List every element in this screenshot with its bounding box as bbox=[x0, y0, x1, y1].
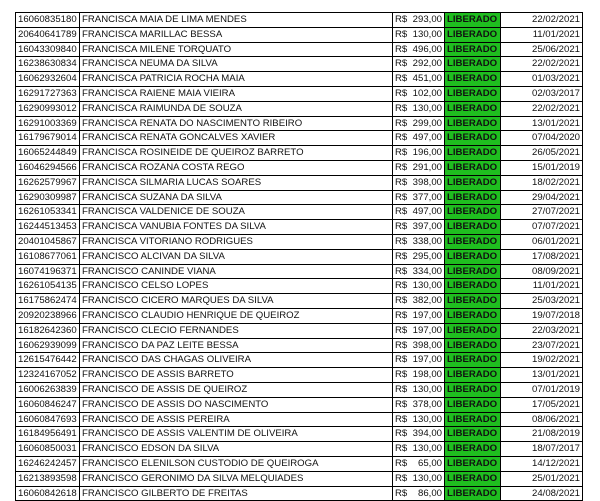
table-row bbox=[16, 234, 583, 249]
date-cell: 17/08/2021 bbox=[501, 249, 583, 264]
name-cell: FRANCISCA SUZANA DA SILVA bbox=[80, 190, 393, 205]
status-cell: LIBERADO bbox=[445, 160, 501, 175]
value-cell bbox=[393, 264, 445, 279]
id-cell: 16246242457 bbox=[16, 456, 80, 471]
currency-symbol: R$ bbox=[395, 398, 408, 410]
status-cell: LIBERADO bbox=[445, 220, 501, 235]
currency-symbol: R$ bbox=[395, 206, 408, 218]
table-row bbox=[16, 190, 583, 205]
status-cell: LIBERADO bbox=[445, 264, 501, 279]
name-cell: FRANCISCA VITORIANO RODRIGUES bbox=[80, 234, 393, 249]
currency-symbol: R$ bbox=[395, 191, 408, 203]
id-cell: 16291003369 bbox=[16, 116, 80, 131]
value-cell bbox=[393, 471, 445, 486]
date-cell: 13/01/2021 bbox=[501, 116, 583, 131]
status-cell: LIBERADO bbox=[445, 175, 501, 190]
name-cell: FRANCISCO DAS CHAGAS OLIVEIRA bbox=[80, 353, 393, 368]
currency-symbol: R$ bbox=[395, 383, 408, 395]
value-cell bbox=[393, 205, 445, 220]
id-cell: 12324167052 bbox=[16, 368, 80, 383]
date-cell: 25/01/2021 bbox=[501, 471, 583, 486]
value-amount: 130,00 bbox=[412, 102, 442, 114]
date-cell: 24/08/2021 bbox=[501, 486, 583, 501]
status-cell: LIBERADO bbox=[445, 205, 501, 220]
value-amount: 451,00 bbox=[412, 73, 442, 85]
value-amount: 130,00 bbox=[412, 280, 442, 292]
name-cell: FRANCISCO GERONIMO DA SILVA MELQUIADES bbox=[80, 471, 393, 486]
date-cell: 17/05/2021 bbox=[501, 397, 583, 412]
name-cell: FRANCISCO ALCIVAN DA SILVA bbox=[80, 249, 393, 264]
table-row bbox=[16, 279, 583, 294]
value-cell bbox=[393, 190, 445, 205]
value-amount: 291,00 bbox=[412, 161, 442, 173]
currency-symbol: R$ bbox=[395, 472, 408, 484]
date-cell: 11/01/2021 bbox=[501, 279, 583, 294]
id-cell: 12615476442 bbox=[16, 353, 80, 368]
id-cell: 16182642360 bbox=[16, 323, 80, 338]
status-cell: LIBERADO bbox=[445, 116, 501, 131]
value-cell bbox=[393, 13, 445, 28]
status-cell: LIBERADO bbox=[445, 486, 501, 501]
id-cell: 16108677061 bbox=[16, 249, 80, 264]
value-amount: 86,00 bbox=[417, 487, 442, 499]
table-row bbox=[16, 57, 583, 72]
value-cell bbox=[393, 160, 445, 175]
id-cell: 16060835180 bbox=[16, 13, 80, 28]
value-amount: 497,00 bbox=[412, 206, 442, 218]
status-cell: LIBERADO bbox=[445, 249, 501, 264]
value-amount: 197,00 bbox=[412, 354, 442, 366]
value-cell bbox=[393, 27, 445, 42]
id-cell: 16290993012 bbox=[16, 101, 80, 116]
value-amount: 378,00 bbox=[412, 398, 442, 410]
currency-symbol: R$ bbox=[395, 73, 408, 85]
value-amount: 397,00 bbox=[412, 221, 442, 233]
name-cell: FRANCISCO DE ASSIS BARRETO bbox=[80, 368, 393, 383]
value-cell bbox=[393, 234, 445, 249]
currency-symbol: R$ bbox=[395, 339, 408, 351]
value-amount: 382,00 bbox=[412, 295, 442, 307]
value-cell bbox=[393, 86, 445, 101]
date-cell: 29/04/2021 bbox=[501, 190, 583, 205]
date-cell: 01/03/2021 bbox=[501, 72, 583, 87]
date-cell: 26/05/2021 bbox=[501, 146, 583, 161]
name-cell: FRANCISCA RENATA GONCALVES XAVIER bbox=[80, 131, 393, 146]
value-amount: 394,00 bbox=[412, 428, 442, 440]
currency-symbol: R$ bbox=[395, 443, 408, 455]
id-cell: 16290309987 bbox=[16, 190, 80, 205]
value-cell bbox=[393, 382, 445, 397]
status-cell: LIBERADO bbox=[445, 471, 501, 486]
value-amount: 130,00 bbox=[412, 28, 442, 40]
name-cell: FRANCISCA MILENE TORQUATO bbox=[80, 42, 393, 57]
id-cell: 16065244849 bbox=[16, 146, 80, 161]
id-cell: 16043309840 bbox=[16, 42, 80, 57]
value-amount: 130,00 bbox=[412, 472, 442, 484]
name-cell: FRANCISCO CLECIO FERNANDES bbox=[80, 323, 393, 338]
date-cell: 06/01/2021 bbox=[501, 234, 583, 249]
status-cell: LIBERADO bbox=[445, 294, 501, 309]
date-cell: 07/04/2020 bbox=[501, 131, 583, 146]
table-row bbox=[16, 101, 583, 116]
date-cell: 07/01/2019 bbox=[501, 382, 583, 397]
table-row bbox=[16, 412, 583, 427]
currency-symbol: R$ bbox=[395, 132, 408, 144]
table-row bbox=[16, 471, 583, 486]
id-cell: 16175862474 bbox=[16, 294, 80, 309]
currency-symbol: R$ bbox=[395, 250, 408, 262]
value-amount: 65,00 bbox=[417, 457, 442, 469]
table-row bbox=[16, 456, 583, 471]
date-cell: 11/01/2021 bbox=[501, 27, 583, 42]
id-cell: 16184956491 bbox=[16, 427, 80, 442]
date-cell: 22/03/2021 bbox=[501, 323, 583, 338]
name-cell: FRANCISCA MAIA DE LIMA MENDES bbox=[80, 13, 393, 28]
table-row bbox=[16, 27, 583, 42]
table-row bbox=[16, 131, 583, 146]
table-row bbox=[16, 486, 583, 501]
table-row bbox=[16, 249, 583, 264]
name-cell: FRANCISCA NEUMA DA SILVA bbox=[80, 57, 393, 72]
table-row bbox=[16, 368, 583, 383]
id-cell: 16074196371 bbox=[16, 264, 80, 279]
currency-symbol: R$ bbox=[395, 14, 408, 25]
value-cell bbox=[393, 397, 445, 412]
value-cell bbox=[393, 427, 445, 442]
id-cell: 16244513453 bbox=[16, 220, 80, 235]
table-body bbox=[16, 13, 583, 501]
currency-symbol: R$ bbox=[395, 369, 408, 381]
value-cell bbox=[393, 456, 445, 471]
currency-symbol: R$ bbox=[395, 413, 408, 425]
name-cell: FRANCISCA RAIENE MAIA VIEIRA bbox=[80, 86, 393, 101]
table-row bbox=[16, 353, 583, 368]
status-cell: LIBERADO bbox=[445, 101, 501, 116]
name-cell: FRANCISCA PATRICIA ROCHA MAIA bbox=[80, 72, 393, 87]
name-cell: FRANCISCA VALDENICE DE SOUZA bbox=[80, 205, 393, 220]
currency-symbol: R$ bbox=[395, 58, 408, 70]
table-row bbox=[16, 264, 583, 279]
table-row bbox=[16, 338, 583, 353]
currency-symbol: R$ bbox=[395, 309, 408, 321]
value-cell bbox=[393, 338, 445, 353]
value-cell bbox=[393, 486, 445, 501]
status-cell: LIBERADO bbox=[445, 131, 501, 146]
date-cell: 23/07/2021 bbox=[501, 338, 583, 353]
status-cell: LIBERADO bbox=[445, 382, 501, 397]
status-cell: LIBERADO bbox=[445, 190, 501, 205]
name-cell: FRANCISCA RAIMUNDA DE SOUZA bbox=[80, 101, 393, 116]
id-cell: 16261054135 bbox=[16, 279, 80, 294]
date-cell: 18/02/2021 bbox=[501, 175, 583, 190]
currency-symbol: R$ bbox=[395, 235, 408, 247]
id-cell: 16060847693 bbox=[16, 412, 80, 427]
id-cell: 16261053341 bbox=[16, 205, 80, 220]
table-row bbox=[16, 205, 583, 220]
date-cell: 18/07/2017 bbox=[501, 442, 583, 457]
status-cell: LIBERADO bbox=[445, 353, 501, 368]
value-cell bbox=[393, 442, 445, 457]
date-cell: 25/03/2021 bbox=[501, 294, 583, 309]
id-cell: 16046294566 bbox=[16, 160, 80, 175]
table-row bbox=[16, 323, 583, 338]
table-row bbox=[16, 382, 583, 397]
id-cell: 16062939099 bbox=[16, 338, 80, 353]
value-amount: 398,00 bbox=[412, 176, 442, 188]
date-cell: 19/07/2018 bbox=[501, 308, 583, 323]
table-row bbox=[16, 427, 583, 442]
id-cell: 16213893598 bbox=[16, 471, 80, 486]
date-cell: 14/12/2021 bbox=[501, 456, 583, 471]
date-cell: 13/01/2021 bbox=[501, 368, 583, 383]
name-cell: FRANCISCA ROZANA COSTA REGO bbox=[80, 160, 393, 175]
date-cell: 22/02/2021 bbox=[501, 13, 583, 28]
value-amount: 196,00 bbox=[412, 147, 442, 159]
status-cell: LIBERADO bbox=[445, 338, 501, 353]
value-amount: 338,00 bbox=[412, 235, 442, 247]
table-row bbox=[16, 13, 583, 28]
id-cell: 16006263839 bbox=[16, 382, 80, 397]
status-cell: LIBERADO bbox=[445, 13, 501, 28]
value-amount: 130,00 bbox=[412, 413, 442, 425]
id-cell: 16291727363 bbox=[16, 86, 80, 101]
status-cell: LIBERADO bbox=[445, 146, 501, 161]
date-cell: 22/02/2021 bbox=[501, 57, 583, 72]
status-cell: LIBERADO bbox=[445, 308, 501, 323]
name-cell: FRANCISCO DE ASSIS DO NASCIMENTO bbox=[80, 397, 393, 412]
id-cell: 16060850031 bbox=[16, 442, 80, 457]
currency-symbol: R$ bbox=[395, 280, 408, 292]
status-cell: LIBERADO bbox=[445, 442, 501, 457]
currency-symbol: R$ bbox=[395, 28, 408, 40]
value-amount: 497,00 bbox=[412, 132, 442, 144]
value-amount: 293,00 bbox=[412, 14, 442, 25]
value-amount: 398,00 bbox=[412, 339, 442, 351]
id-cell: 20920238966 bbox=[16, 308, 80, 323]
value-cell bbox=[393, 308, 445, 323]
name-cell: FRANCISCA ROSINEIDE DE QUEIROZ BARRETO bbox=[80, 146, 393, 161]
date-cell: 19/02/2021 bbox=[501, 353, 583, 368]
value-cell bbox=[393, 294, 445, 309]
table-row bbox=[16, 294, 583, 309]
name-cell: FRANCISCO DE ASSIS DE QUEIROZ bbox=[80, 382, 393, 397]
date-cell: 25/06/2021 bbox=[501, 42, 583, 57]
id-cell: 16238630834 bbox=[16, 57, 80, 72]
table-row bbox=[16, 116, 583, 131]
name-cell: FRANCISCA MARILLAC BESSA bbox=[80, 27, 393, 42]
name-cell: FRANCISCO CICERO MARQUES DA SILVA bbox=[80, 294, 393, 309]
table-row bbox=[16, 442, 583, 457]
id-cell: 16060842618 bbox=[16, 486, 80, 501]
currency-symbol: R$ bbox=[395, 43, 408, 55]
status-cell: LIBERADO bbox=[445, 234, 501, 249]
value-amount: 198,00 bbox=[412, 369, 442, 381]
value-cell bbox=[393, 249, 445, 264]
value-cell bbox=[393, 72, 445, 87]
value-cell bbox=[393, 279, 445, 294]
table-row bbox=[16, 72, 583, 87]
value-cell bbox=[393, 175, 445, 190]
id-cell: 20401045867 bbox=[16, 234, 80, 249]
name-cell: FRANCISCA VANUBIA FONTES DA SILVA bbox=[80, 220, 393, 235]
status-cell: LIBERADO bbox=[445, 279, 501, 294]
status-cell: LIBERADO bbox=[445, 27, 501, 42]
value-amount: 299,00 bbox=[412, 117, 442, 129]
table-row bbox=[16, 308, 583, 323]
currency-symbol: R$ bbox=[395, 428, 408, 440]
table-row bbox=[16, 86, 583, 101]
status-cell: LIBERADO bbox=[445, 427, 501, 442]
currency-symbol: R$ bbox=[395, 87, 408, 99]
date-cell: 08/06/2021 bbox=[501, 412, 583, 427]
status-cell: LIBERADO bbox=[445, 72, 501, 87]
id-cell: 16179679014 bbox=[16, 131, 80, 146]
date-cell: 27/07/2021 bbox=[501, 205, 583, 220]
name-cell: FRANCISCO EDSON DA SILVA bbox=[80, 442, 393, 457]
name-cell: FRANCISCA SILMARIA LUCAS SOARES bbox=[80, 175, 393, 190]
status-cell: LIBERADO bbox=[445, 323, 501, 338]
value-cell bbox=[393, 353, 445, 368]
currency-symbol: R$ bbox=[395, 117, 408, 129]
table-row bbox=[16, 397, 583, 412]
status-cell: LIBERADO bbox=[445, 86, 501, 101]
date-cell: 22/02/2021 bbox=[501, 101, 583, 116]
value-amount: 102,00 bbox=[412, 87, 442, 99]
currency-symbol: R$ bbox=[395, 324, 408, 336]
currency-symbol: R$ bbox=[395, 221, 408, 233]
value-cell bbox=[393, 101, 445, 116]
name-cell: FRANCISCA RENATA DO NASCIMENTO RIBEIRO bbox=[80, 116, 393, 131]
value-cell bbox=[393, 368, 445, 383]
value-amount: 334,00 bbox=[412, 265, 442, 277]
value-cell bbox=[393, 412, 445, 427]
currency-symbol: R$ bbox=[395, 265, 408, 277]
date-cell: 08/09/2021 bbox=[501, 264, 583, 279]
id-cell: 20640641789 bbox=[16, 27, 80, 42]
currency-symbol: R$ bbox=[395, 161, 408, 173]
value-amount: 197,00 bbox=[412, 324, 442, 336]
status-cell: LIBERADO bbox=[445, 456, 501, 471]
value-cell bbox=[393, 131, 445, 146]
currency-symbol: R$ bbox=[395, 176, 408, 188]
table-row bbox=[16, 220, 583, 235]
currency-symbol: R$ bbox=[395, 354, 408, 366]
table-row bbox=[16, 146, 583, 161]
table-row bbox=[16, 175, 583, 190]
currency-symbol: R$ bbox=[395, 102, 408, 114]
table-row bbox=[16, 160, 583, 175]
value-amount: 496,00 bbox=[412, 43, 442, 55]
name-cell: FRANCISCO DE ASSIS PEREIRA bbox=[80, 412, 393, 427]
name-cell: FRANCISCO DE ASSIS VALENTIM DE OLIVEIRA bbox=[80, 427, 393, 442]
date-cell: 07/07/2021 bbox=[501, 220, 583, 235]
value-amount: 295,00 bbox=[412, 250, 442, 262]
name-cell: FRANCISCO CANINDE VIANA bbox=[80, 264, 393, 279]
date-cell: 21/08/2019 bbox=[501, 427, 583, 442]
value-cell bbox=[393, 42, 445, 57]
status-cell: LIBERADO bbox=[445, 368, 501, 383]
value-cell bbox=[393, 116, 445, 131]
status-cell: LIBERADO bbox=[445, 57, 501, 72]
currency-symbol: R$ bbox=[395, 295, 408, 307]
value-amount: 377,00 bbox=[412, 191, 442, 203]
currency-symbol: R$ bbox=[395, 147, 408, 159]
currency-symbol: R$ bbox=[395, 457, 408, 469]
value-amount: 292,00 bbox=[412, 58, 442, 70]
name-cell: FRANCISCO ELENILSON CUSTODIO DE QUEIROGA bbox=[80, 456, 393, 471]
value-cell bbox=[393, 57, 445, 72]
status-cell: LIBERADO bbox=[445, 412, 501, 427]
id-cell: 16262579967 bbox=[16, 175, 80, 190]
beneficiary-table bbox=[15, 12, 583, 501]
value-cell bbox=[393, 323, 445, 338]
name-cell: FRANCISCO DA PAZ LEITE BESSA bbox=[80, 338, 393, 353]
value-cell bbox=[393, 146, 445, 161]
currency-symbol: R$ bbox=[395, 487, 408, 499]
value-cell bbox=[393, 220, 445, 235]
value-amount: 197,00 bbox=[412, 309, 442, 321]
value-amount: 130,00 bbox=[412, 443, 442, 455]
id-cell: 16060846247 bbox=[16, 397, 80, 412]
status-cell: LIBERADO bbox=[445, 397, 501, 412]
date-cell: 02/03/2017 bbox=[501, 86, 583, 101]
status-cell: LIBERADO bbox=[445, 42, 501, 57]
date-cell: 15/01/2019 bbox=[501, 160, 583, 175]
value-amount: 130,00 bbox=[412, 383, 442, 395]
name-cell: FRANCISCO CLAUDIO HENRIQUE DE QUEIROZ bbox=[80, 308, 393, 323]
id-cell: 16062932604 bbox=[16, 72, 80, 87]
name-cell: FRANCISCO GILBERTO DE FREITAS bbox=[80, 486, 393, 501]
table-row bbox=[16, 42, 583, 57]
name-cell: FRANCISCO CELSO LOPES bbox=[80, 279, 393, 294]
